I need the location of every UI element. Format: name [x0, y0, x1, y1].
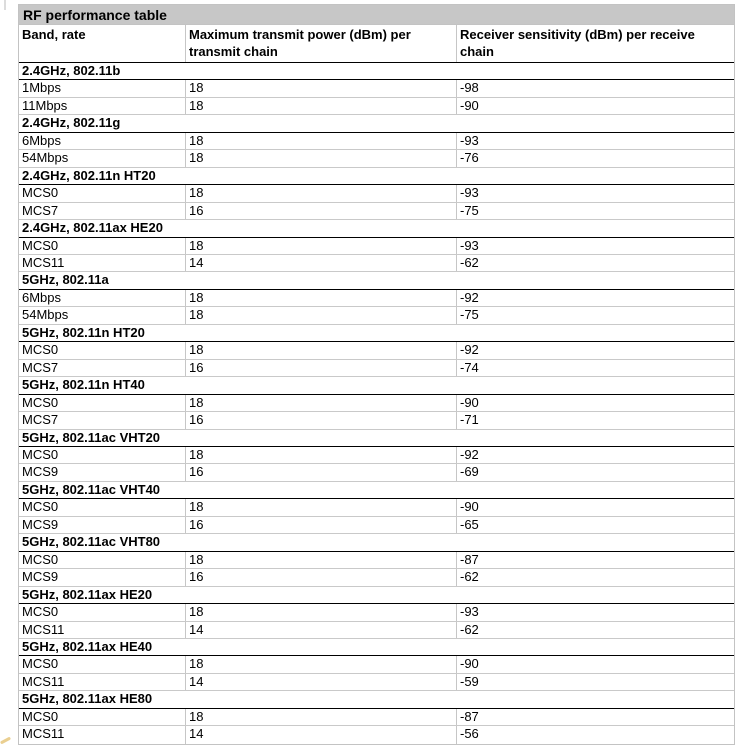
table-row [19, 517, 734, 534]
cell-rx-sensitivity: -90 [456, 656, 734, 672]
cell-tx-power: 18 [185, 499, 456, 515]
table-row [19, 360, 734, 377]
cell-rate: MCS9 [22, 464, 59, 480]
cell-tx-power: 18 [185, 307, 456, 323]
cell-tx-power: 18 [185, 447, 456, 463]
cell-tx-power: 18 [185, 98, 456, 114]
table-row [19, 674, 734, 691]
cell-rate: MCS9 [22, 569, 59, 585]
cell-rate: MCS11 [22, 726, 65, 742]
table-row [19, 150, 734, 167]
table-title: RF performance table [19, 5, 734, 25]
section-band-label: 5GHz, 802.11ax HE20 [22, 586, 153, 602]
table-header-row [19, 25, 734, 63]
table-row [19, 709, 734, 726]
cell-tx-power: 18 [185, 80, 456, 96]
table-row [19, 604, 734, 621]
table-row [19, 133, 734, 150]
table-row [19, 307, 734, 324]
cell-rate: MCS0 [22, 499, 59, 515]
table-row [19, 255, 734, 272]
table-row [19, 726, 734, 743]
table-row [19, 464, 734, 481]
cell-rate: MCS0 [22, 604, 59, 620]
section-row [19, 272, 734, 289]
cell-tx-power: 16 [185, 412, 456, 428]
section-row [19, 482, 734, 499]
table-row [19, 203, 734, 220]
cell-rate: MCS7 [22, 412, 59, 428]
section-band-label: 2.4GHz, 802.11g [22, 115, 121, 131]
table-row [19, 552, 734, 569]
cell-rate: MCS0 [22, 708, 59, 724]
section-row [19, 691, 734, 708]
cell-rate: MCS11 [22, 673, 65, 689]
cell-tx-power: 16 [185, 203, 456, 219]
cell-rx-sensitivity: -92 [456, 290, 734, 306]
column-header-band-rate: Band, rate [22, 27, 86, 42]
cell-rx-sensitivity: -90 [456, 98, 734, 114]
cell-rate: MCS7 [22, 359, 59, 375]
table-body [19, 63, 734, 744]
cell-tx-power: 18 [185, 150, 456, 166]
cell-tx-power: 18 [185, 604, 456, 620]
cell-rx-sensitivity: -98 [456, 80, 734, 96]
screenshot-artifact-bottom [0, 737, 11, 745]
cell-tx-power: 18 [185, 395, 456, 411]
table-row [19, 98, 734, 115]
cell-rate: MCS0 [22, 446, 59, 462]
cell-tx-power: 14 [185, 726, 456, 743]
cell-rate: 54Mbps [22, 307, 69, 323]
cell-tx-power: 16 [185, 569, 456, 585]
cell-rx-sensitivity: -93 [456, 604, 734, 620]
column-header-max-transmit-power: Maximum transmit power (dBm) per transmit chain [185, 25, 456, 62]
cell-rx-sensitivity: -87 [456, 552, 734, 568]
table-row [19, 80, 734, 97]
table-row [19, 290, 734, 307]
cell-tx-power: 18 [185, 656, 456, 672]
cell-tx-power: 18 [185, 185, 456, 201]
cell-rate: MCS0 [22, 342, 59, 358]
cell-rate: MCS0 [22, 237, 59, 253]
section-row [19, 63, 734, 80]
cell-rate: 6Mbps [22, 289, 62, 305]
cell-rx-sensitivity: -93 [456, 238, 734, 254]
section-band-label: 2.4GHz, 802.11n HT20 [22, 167, 156, 183]
table-row [19, 412, 734, 429]
section-band-label: 2.4GHz, 802.11b [22, 63, 121, 78]
cell-rx-sensitivity: -62 [456, 255, 734, 271]
section-band-label: 5GHz, 802.11ac VHT40 [22, 481, 161, 497]
section-band-label: 5GHz, 802.11ax HE40 [22, 638, 153, 654]
cell-rate: MCS11 [22, 254, 65, 270]
table-row [19, 185, 734, 202]
section-band-label: 5GHz, 802.11ac VHT80 [22, 534, 161, 550]
cell-tx-power: 18 [185, 709, 456, 725]
section-row [19, 430, 734, 447]
column-header-receiver-sensitivity: Receiver sensitivity (dBm) per receive chain [456, 25, 734, 62]
section-row [19, 587, 734, 604]
cell-rx-sensitivity: -71 [456, 412, 734, 428]
table-row [19, 569, 734, 586]
cell-tx-power: 18 [185, 552, 456, 568]
cell-rate: 6Mbps [22, 132, 62, 148]
cell-rx-sensitivity: -56 [456, 726, 734, 743]
table-row [19, 499, 734, 516]
section-row [19, 115, 734, 132]
cell-rate: MCS0 [22, 551, 59, 567]
table-row [19, 656, 734, 673]
section-band-label: 5GHz, 802.11ac VHT20 [22, 429, 161, 445]
cell-rate: 1Mbps [22, 80, 62, 96]
cell-rx-sensitivity: -92 [456, 447, 734, 463]
cell-rx-sensitivity: -62 [456, 622, 734, 638]
section-band-label: 5GHz, 802.11a [22, 272, 109, 288]
cell-rx-sensitivity: -93 [456, 185, 734, 201]
cell-tx-power: 18 [185, 238, 456, 254]
table-row [19, 342, 734, 359]
cell-rx-sensitivity: -87 [456, 709, 734, 725]
cell-rate: MCS0 [22, 394, 59, 410]
section-band-label: 5GHz, 802.11n HT20 [22, 324, 145, 340]
cell-rx-sensitivity: -75 [456, 203, 734, 219]
cell-rate: MCS7 [22, 202, 59, 218]
section-band-label: 2.4GHz, 802.11ax HE20 [22, 220, 163, 236]
cell-rate: MCS0 [22, 185, 59, 201]
cell-tx-power: 16 [185, 517, 456, 533]
cell-tx-power: 14 [185, 622, 456, 638]
rf-performance-table [18, 4, 735, 745]
section-row [19, 220, 734, 237]
cell-rate: MCS0 [22, 656, 59, 672]
section-row [19, 168, 734, 185]
cell-rx-sensitivity: -90 [456, 395, 734, 411]
cell-rx-sensitivity: -74 [456, 360, 734, 376]
cell-tx-power: 18 [185, 133, 456, 149]
cell-tx-power: 16 [185, 464, 456, 480]
section-row [19, 639, 734, 656]
cell-rx-sensitivity: -75 [456, 307, 734, 323]
cell-tx-power: 18 [185, 290, 456, 306]
table-row [19, 395, 734, 412]
section-row [19, 325, 734, 342]
cell-tx-power: 16 [185, 360, 456, 376]
cell-rx-sensitivity: -62 [456, 569, 734, 585]
cell-tx-power: 14 [185, 255, 456, 271]
cell-rx-sensitivity: -59 [456, 674, 734, 690]
cell-rx-sensitivity: -93 [456, 133, 734, 149]
table-row [19, 622, 734, 639]
cell-rx-sensitivity: -90 [456, 499, 734, 515]
screenshot-artifact-top [4, 0, 6, 10]
cell-rx-sensitivity: -92 [456, 342, 734, 358]
cell-rate: 11Mbps [22, 97, 68, 113]
section-row [19, 377, 734, 394]
section-row [19, 534, 734, 551]
cell-rx-sensitivity: -76 [456, 150, 734, 166]
cell-rate: MCS9 [22, 516, 59, 532]
table-row [19, 238, 734, 255]
section-band-label: 5GHz, 802.11n HT40 [22, 377, 145, 393]
cell-rate: MCS11 [22, 621, 65, 637]
cell-rate: 54Mbps [22, 150, 69, 166]
section-band-label: 5GHz, 802.11ax HE80 [22, 691, 153, 707]
table-row [19, 447, 734, 464]
cell-tx-power: 18 [185, 342, 456, 358]
cell-rx-sensitivity: -65 [456, 517, 734, 533]
cell-tx-power: 14 [185, 674, 456, 690]
cell-rx-sensitivity: -69 [456, 464, 734, 480]
